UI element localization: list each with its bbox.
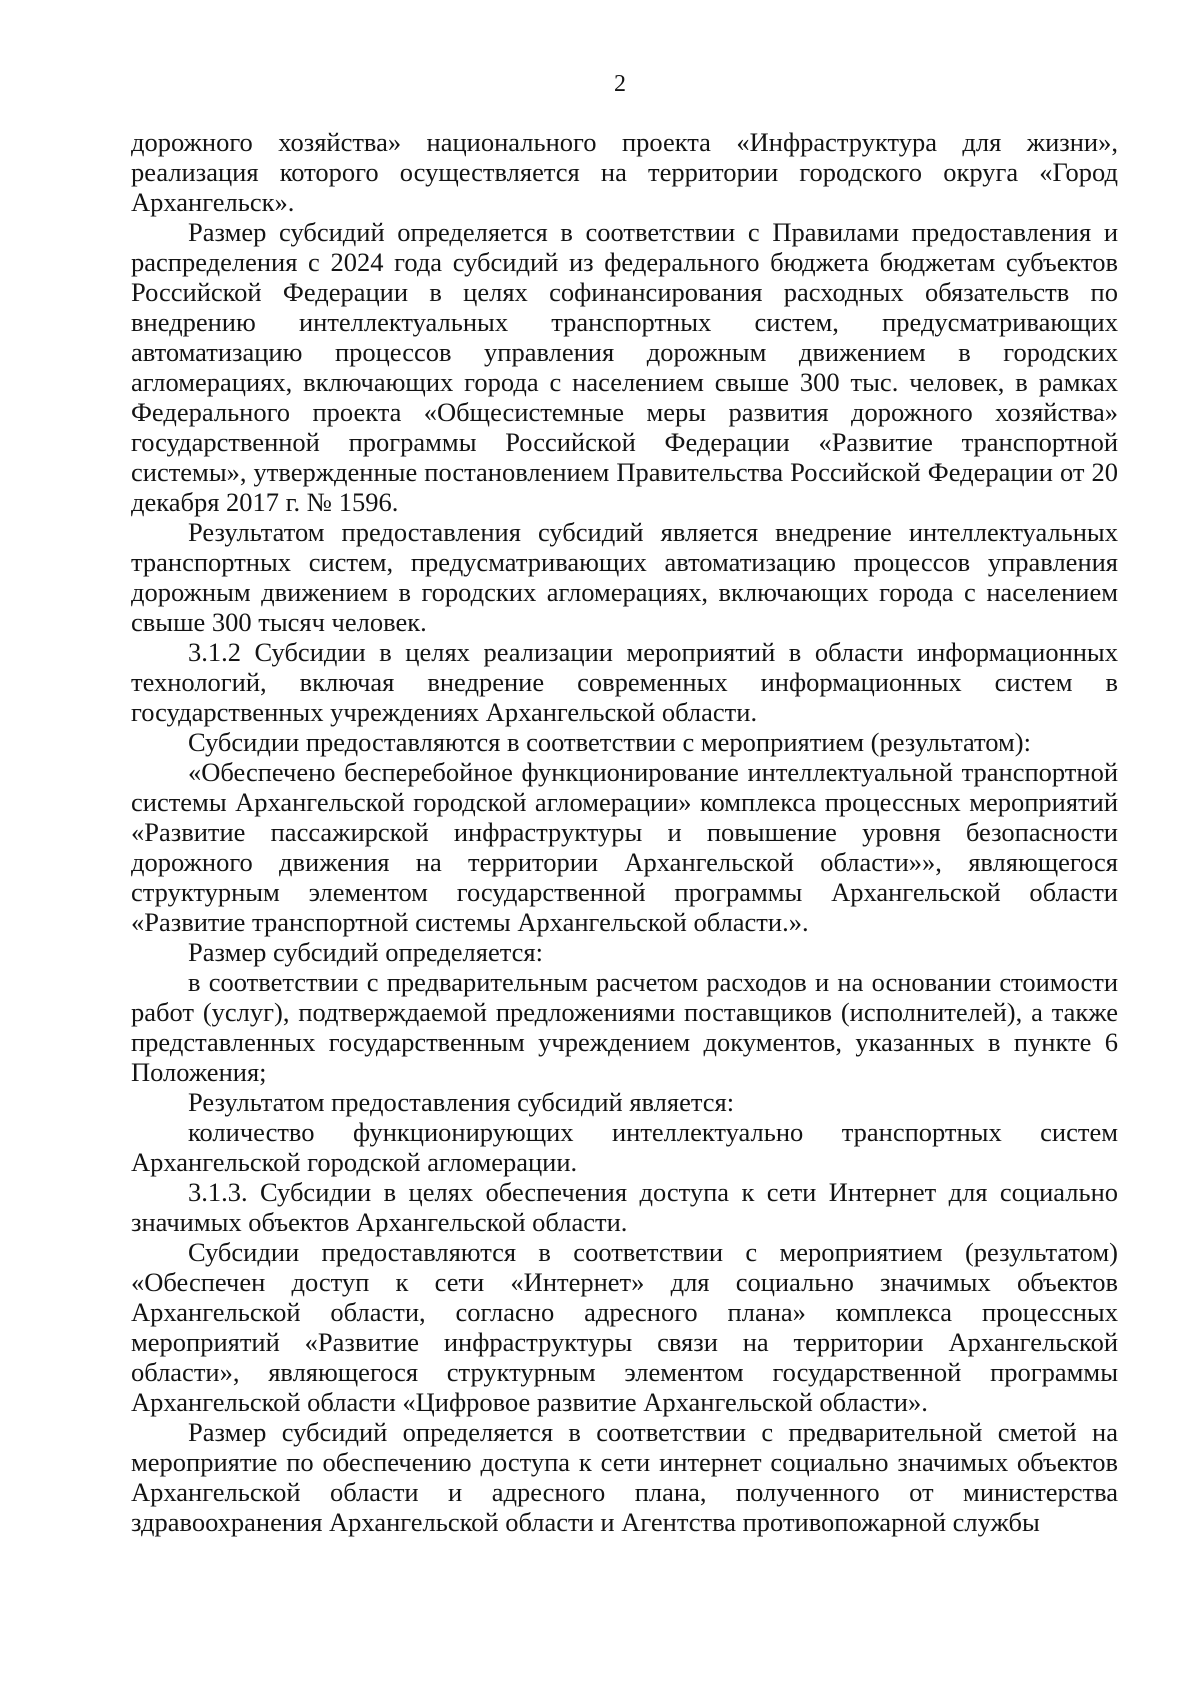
paragraph: Результатом предоставления субсидий является внедрение интеллектуальных транспортных систем, предусматривающих автоматизацию процессов управления дорожным движением в городских агломерациях, включающих города с населением свыше 300 тысяч человек.: [131, 517, 1118, 637]
paragraph: количество функционирующих интеллектуально транспортных систем Архангельской городской агломерации.: [131, 1117, 1118, 1177]
paragraph: Субсидии предоставляются в соответствии с мероприятием (результатом) «Обеспечен доступ к сети «Интернет» для социально значимых объектов Архангельской области, согласно адресного плана» комплекса процессных мероприятий «Развитие инфраструктуры связи на территории Архангельской области», являющегося структурным элементом государственной программы Архангельской области «Цифровое развитие Архангельской области».: [131, 1237, 1118, 1417]
paragraph: Субсидии предоставляются в соответствии с мероприятием (результатом):: [188, 727, 1031, 757]
paragraph: дорожного хозяйства» национального проекта «Инфраструктура для жизни», реализация которого осуществляется на территории городского округа «Город Архангельск».: [131, 127, 1118, 217]
document-body: [131, 127, 1118, 1537]
paragraph: Результатом предоставления субсидий является:: [188, 1087, 735, 1117]
paragraph: Размер субсидий определяется:: [188, 937, 543, 967]
paragraph: 3.1.2 Субсидии в целях реализации мероприятий в области информационных технологий, включая внедрение современных информационных систем в государственных учреждениях Архангельской области.: [131, 637, 1118, 727]
page-number: 2: [614, 71, 626, 97]
paragraph: 3.1.3. Субсидии в целях обеспечения доступа к сети Интернет для социально значимых объектов Архангельской области.: [131, 1177, 1118, 1237]
paragraph: Размер субсидий определяется в соответствии с Правилами предоставления и распределения с 2024 года субсидий из федерального бюджета бюджетам субъектов Российской Федерации в целях софинансирования расходных обязательств по внедрению интеллектуальных транспортных систем, предусматривающих автоматизацию процессов управления дорожным движением в городских агломерациях, включающих города с населением свыше 300 тыс. человек, в рамках Федерального проекта «Общесистемные меры развития дорожного хозяйства» государственной программы Российской Федерации «Развитие транспортной системы», утвержденные постановлением Правительства Российской Федерации от 20 декабря 2017 г. № 1596.: [131, 217, 1118, 517]
paragraph: Размер субсидий определяется в соответствии с предварительной сметой на мероприятие по обеспечению доступа к сети интернет социально значимых объектов Архангельской области и адресного плана, полученного от министерства здравоохранения Архангельской области и Агентства противопожарной службы: [131, 1417, 1118, 1537]
paragraph: «Обеспечено бесперебойное функционирование интеллектуальной транспортной системы Архангельской городской агломерации» комплекса процессных мероприятий «Развитие пассажирской инфраструктуры и повышение уровня безопасности дорожного движения на территории Архангельской области»», являющегося структурным элементом государственной программы Архангельской области «Развитие транспортной системы Архангельской области.».: [131, 757, 1118, 937]
paragraph: в соответствии с предварительным расчетом расходов и на основании стоимости работ (услуг), подтверждаемой предложениями поставщиков (исполнителей), а также представленных государственным учреждением документов, указанных в пункте 6 Положения;: [131, 967, 1118, 1087]
